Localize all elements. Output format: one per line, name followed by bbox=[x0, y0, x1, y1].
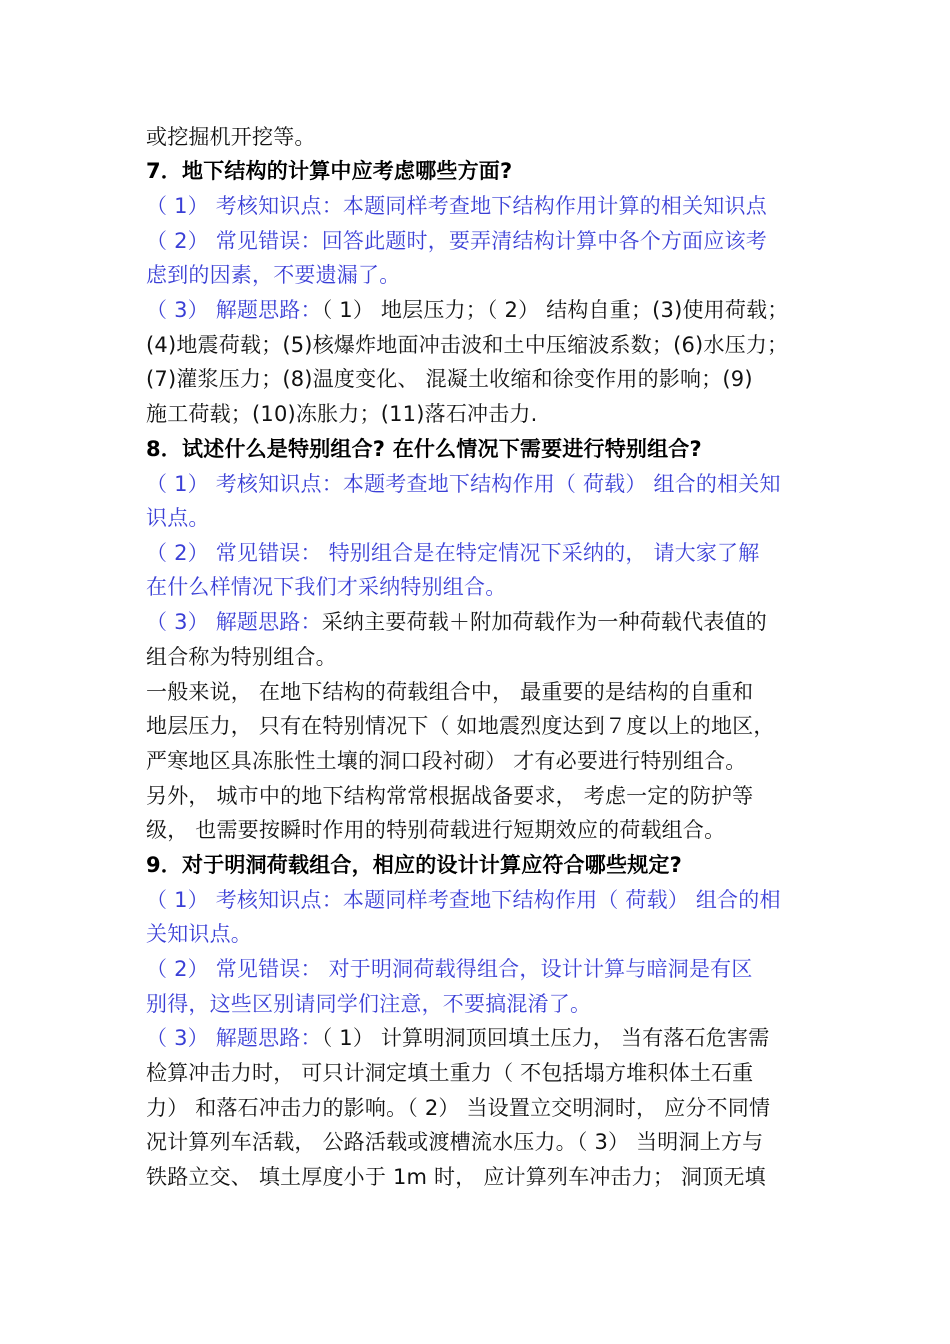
q8-knowledge-point: （ 1） 考核知识点：本题考查地下结构作用（ 荷载） 组合的相关知 bbox=[146, 472, 781, 496]
q7-solution-text: （ 1） 地层压力；（ 2） 结构自重；(3)使用荷载； bbox=[321, 298, 789, 322]
q9-common-error-cont: 别得，这些区别请同学们注意，不要搞混淆了。 bbox=[146, 992, 592, 1016]
q9-common-error: （ 2） 常见错误： 对于明洞荷载得组合，设计计算与暗洞是有区 bbox=[146, 957, 753, 981]
q8-paragraph-5: 级， 也需要按瞬时作用的特别荷载进行短期效应的荷载组合。 bbox=[146, 818, 726, 842]
q9-solution-cont-4: 铁路立交、 填土厚度小于 1m 时， 应计算列车冲击力； 洞顶无填 bbox=[146, 1165, 766, 1189]
q7-solution-cont-2: (7)灌浆压力；(8)温度变化、 混凝土收缩和徐变作用的影响；(9) bbox=[146, 367, 753, 391]
q8-paragraph-2: 地层压力， 只有在特别情况下（ 如地震烈度达到７度以上的地区， bbox=[146, 714, 775, 738]
q8-common-error-cont: 在什么样情况下我们才采纳特别组合。 bbox=[146, 575, 507, 599]
q9-knowledge-point-cont: 关知识点。 bbox=[146, 922, 252, 946]
question-9-heading: 9．对于明洞荷载组合，相应的设计计算应符合哪些规定? bbox=[146, 853, 682, 877]
text-line-1: 或挖掘机开挖等。 bbox=[146, 125, 316, 149]
q7-common-error-cont: 虑到的因素，不要遗漏了。 bbox=[146, 263, 401, 287]
question-8-heading: 8．试述什么是特别组合? 在什么情况下需要进行特别组合? bbox=[146, 437, 702, 461]
q8-knowledge-point-cont: 识点。 bbox=[146, 506, 210, 530]
q8-paragraph-4: 另外， 城市中的地下结构常常根据战备要求， 考虑一定的防护等 bbox=[146, 784, 754, 808]
q7-knowledge-point: （ 1） 考核知识点：本题同样考查地下结构作用计算的相关知识点 bbox=[146, 194, 767, 218]
q9-solution-text: （ 1） 计算明洞顶回填土压力， 当有落石危害需 bbox=[321, 1026, 770, 1050]
question-7-heading: 7．地下结构的计算中应考虑哪些方面? bbox=[146, 159, 513, 183]
q8-common-error: （ 2） 常见错误： 特别组合是在特定情况下采纳的， 请大家了解 bbox=[146, 541, 760, 565]
q8-paragraph-1: 一般来说， 在地下结构的荷载组合中， 最重要的是结构的自重和 bbox=[146, 680, 754, 704]
q7-solution-label: （ 3） 解题思路： bbox=[146, 298, 322, 322]
q8-solution-label: （ 3） 解题思路： bbox=[146, 610, 322, 634]
q8-solution-text: 采纳主要荷载＋附加荷载作为一种荷载代表值的 bbox=[321, 610, 767, 634]
q9-solution-cont-1: 检算冲击力时， 可只计洞定填土重力（ 不包括塌方堆积体土石重 bbox=[146, 1061, 754, 1085]
q8-solution-line bbox=[146, 607, 826, 639]
q7-solution-cont-1: (4)地震荷载；(5)核爆炸地面冲击波和土中压缩波系数；(6)水压力； bbox=[146, 333, 789, 357]
q9-solution-line bbox=[146, 1023, 826, 1055]
q7-common-error: （ 2） 常见错误：回答此题时，要弄清结构计算中各个方面应该考 bbox=[146, 229, 767, 253]
q9-knowledge-point: （ 1） 考核知识点：本题同样考查地下结构作用（ 荷载） 组合的相 bbox=[146, 888, 781, 912]
q9-solution-cont-2: 力） 和落石冲击力的影响。（ 2） 当设置立交明洞时， 应分不同情 bbox=[146, 1096, 771, 1120]
q7-solution-line bbox=[146, 295, 826, 327]
q7-solution-cont-3: 施工荷载；(10)冻胀力；(11)落石冲击力. bbox=[146, 402, 538, 426]
q9-solution-label: （ 3） 解题思路： bbox=[146, 1026, 322, 1050]
q9-solution-cont-3: 况计算列车活载， 公路活载或渡槽流水压力。（ 3） 当明洞上方与 bbox=[146, 1130, 764, 1154]
q8-paragraph-3: 严寒地区具冻胀性土壤的洞口段衬砌） 才有必要进行特别组合。 bbox=[146, 749, 747, 773]
q8-solution-cont-1: 组合称为特别组合。 bbox=[146, 645, 337, 669]
